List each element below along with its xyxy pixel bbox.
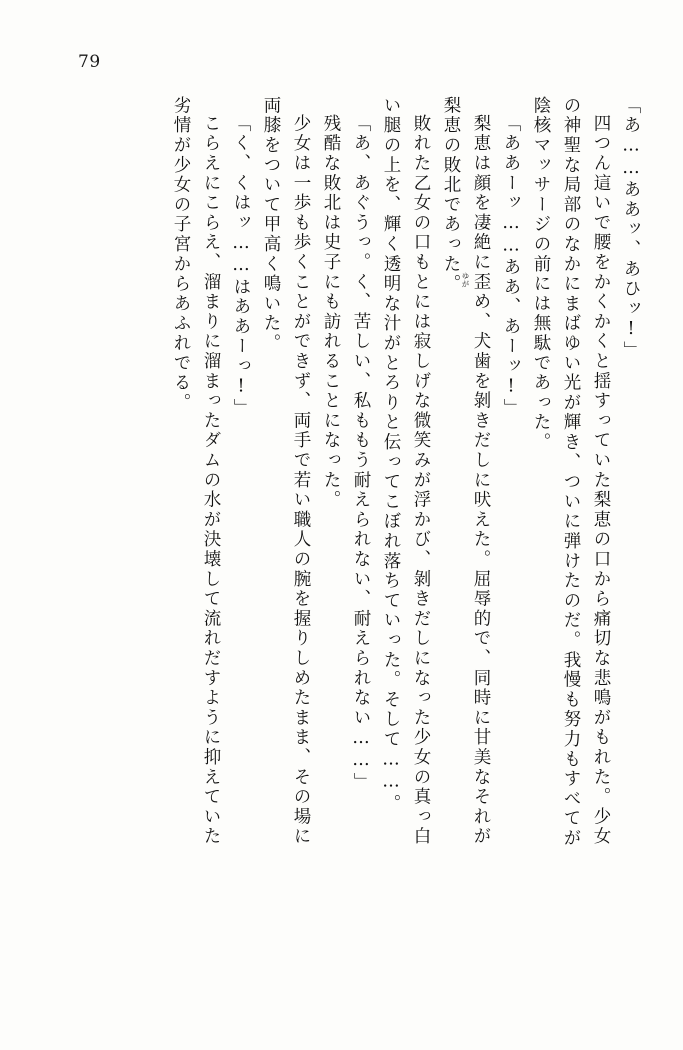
text-column: 「あ……ああッ、あひッ!」 — [621, 96, 641, 361]
vertical-text-block — [40, 96, 639, 986]
text-column: 四つん這いで腰をかくかくと揺すっていた梨恵の口から痛切な悲鳴がもれた。少女 — [591, 114, 611, 847]
text-column: 陰核マッサージの前には無駄であった。 — [531, 96, 551, 453]
text-column: 梨恵は顔を凄絶に歪 ゆが め、犬歯を剝きだしに吠えた。屈辱的で、同時に甘美なそれが — [461, 114, 491, 847]
text-column: 「く、くはッ……はああーっ!」 — [231, 114, 251, 419]
text-column: の神聖な局部のなかにまばゆい光が輝き、ついに弾けたのだ。我慢も努力もすべてが — [561, 96, 581, 849]
text-column: い腿の上を、輝く透明な汁がとろりと伝ってこぼれ落ちていった。そして……。 — [381, 96, 401, 814]
ruby-text: ゆが — [461, 272, 470, 289]
text-column: 敗れた乙女の口もとには寂しげな微笑みが浮かび、剝きだしになった少女の真っ白 — [411, 114, 431, 847]
ruby-annotation: 歪 ゆが — [461, 272, 491, 293]
text-column: 劣情が少女の子宮からあふれでる。 — [171, 96, 191, 413]
text-column: 両膝をついて甲高く鳴いた。 — [261, 96, 281, 354]
text-column: 梨恵の敗北であった。 — [441, 96, 461, 294]
text-column: こらえにこらえ、溜まりに溜まったダムの水が決壊して流れだすように抑えていた — [201, 114, 221, 847]
text-column: 少女は一歩も歩くことができず、両手で若い職人の腕を握りしめたまま、その場に — [291, 114, 311, 847]
text-column: 残酷な敗北は史子にも訪れることになった。 — [321, 114, 341, 510]
page-number: 79 — [78, 52, 101, 72]
text-column: 「あ、あぐうっ。く、苦しい、私ももう耐えられない、耐えられない……」 — [351, 114, 371, 793]
text-column: 「ああーッ……ああ、あーッ!」 — [501, 114, 521, 419]
